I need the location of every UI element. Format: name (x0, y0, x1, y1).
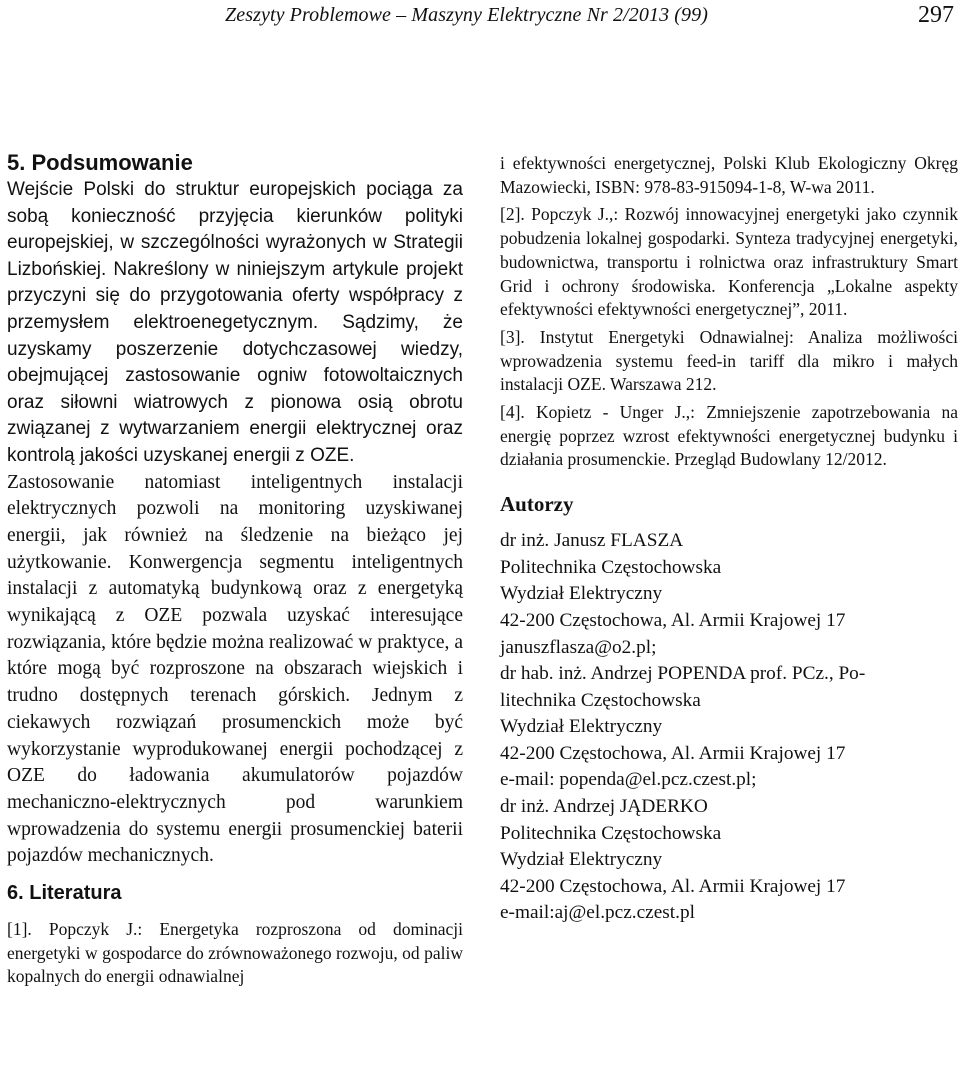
author-email[interactable]: e-mail: popenda@el.pcz.czest.pl; (500, 769, 757, 791)
summary-paragraph-1: Wejście Polski do struktur europejskich pociąga za sobą konieczność przyjęcia kierunków polityki europejskiej, w szczególności wyrażonych w Strategii Lizbońskiej. Nakreślony w niniejszym artykule projekt przyczyni się do przygotowania oferty współpracy z przemysłem elektroenegetycznym. Sądzimy, że uzyskamy poszerzenie dotychczasowej wiedzy, obejmującej zastosowanie ogniw fotowoltaicznych oraz siłowni wiatrowych z pionowa osią obrotu związanej z wytwarzaniem energii elektrycznej oraz kontrolą jakości uzyskanej energii z OZE. (7, 179, 463, 466)
right-column (500, 152, 958, 927)
summary-paragraph-2: Zastosowanie natomiast inteligentnych instalacji elektrycznych pozwoli na monitoring uzyskiwanej energii, jak również na śledzenie na bieżąco jej użytkowanie. Konwergencja segmentu inteligentnych instalacji z automatyką budynkową oraz z energetyką wynikającą z OZE pozwala uzyskać interesujące rozwiązania, które będzie można realizować w praktyce, a które mogą być rozproszone na obszarach wiejskich i trudno dostępnych terenach górskich. Jednym z ciekawych rozwiązań prosumenckich może być wykorzystanie wyprodukowanej energii pochodzącej z OZE do ładowania akumulatorów pojazdów mechaniczno-elektrycznych pod warunkiem wprowadzenia do systemu energii prosumenckiej baterii pojazdów mechanicznych. (7, 471, 463, 867)
literature-heading: 6. Literatura (7, 882, 122, 905)
authors-heading: Autorzy (500, 492, 574, 517)
page-number: 297 (918, 2, 954, 28)
authors-block (500, 528, 958, 927)
journal-header: Zeszyty Problemowe – Maszyny Elektryczne Nr 2/2013 (99) (225, 4, 708, 26)
author-email[interactable]: e-mail:aj@el.pcz.czest.pl (500, 902, 695, 924)
left-column (7, 148, 463, 989)
reference-2: [2]. Popczyk J.,: Rozwój innowacyjnej energetyki jako czynnik pobudzenia lokalnej gospodarki. Synteza tradycyjnej energetyki, budownictwa, transportu i rolnictwa oraz infrastruktury Smart Grid i ochrony środowiska. Konferencja „Lokalne aspekty efektywności efektywności energetycznej”, 2011. (500, 204, 958, 320)
reference-3: [3]. Instytut Energetyki Odnawialnej: Analiza możliwości wprowadzenia systemu feed-in tariff dla mikro i małych instalacji OZE. Warszawa 212. (500, 326, 958, 395)
author-line: dr inż. Andrzej JĄDERKO (500, 796, 708, 818)
author-line: 42-200 Częstochowa, Al. Armii Krajowej 17 (500, 875, 846, 897)
reference-4: [4]. Kopietz - Unger J.,: Zmniejszenie zapotrzebowania na energię poprzez wzrost efektywności energetycznej budynku i działania prosumenckie. Przegląd Budowlany 12/2012. (500, 402, 958, 470)
author-line: Politechnika Częstochowska (500, 822, 722, 844)
reference-1-start: [1]. Popczyk J.: Energetyka rozproszona od dominacji energetyki w gospodarce do zrównoważonego rozwoju, od paliw kopalnych do energii odnawialnej (7, 919, 463, 987)
author-line: dr inż. Janusz FLASZA (500, 530, 684, 552)
reference-1-continued: i efektywności energetycznej, Polski Klub Ekologiczny Okręg Mazowiecki, ISBN: 978-83-915094-1-8, W-wa 2011. (500, 153, 958, 197)
author-line: litechnika Częstochowska (500, 689, 701, 711)
author-line: dr hab. inż. Andrzej POPENDA prof. PCz., Po- (500, 663, 866, 685)
author-line: Wydział Elektryczny (500, 583, 663, 605)
summary-heading: 5. Podsumowanie (7, 150, 193, 175)
author-line: Wydział Elektryczny (500, 849, 663, 871)
author-line: Politechnika Częstochowska (500, 556, 722, 578)
author-email[interactable]: januszflasza@o2.pl; (500, 636, 657, 658)
author-line: 42-200 Częstochowa, Al. Armii Krajowej 17 (500, 609, 846, 631)
author-line: 42-200 Częstochowa, Al. Armii Krajowej 17 (500, 742, 846, 764)
author-line: Wydział Elektryczny (500, 716, 663, 738)
